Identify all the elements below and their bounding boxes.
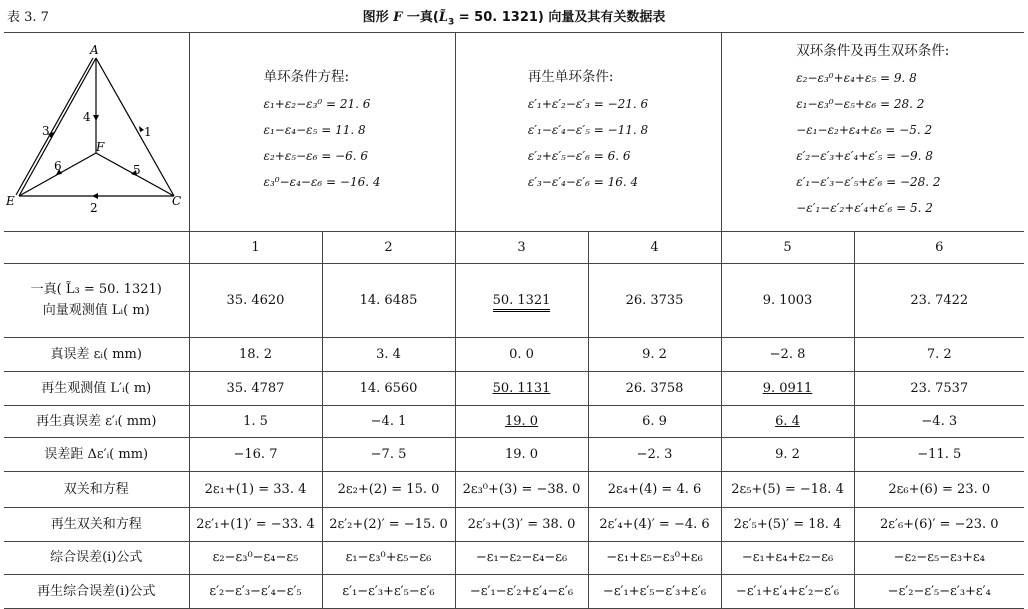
row-label: 双关和方程 [4,472,189,508]
edge-label-2: 2 [90,201,98,215]
vertex-c: C [172,194,182,208]
table-cell: 26. 3758 [588,372,721,406]
double-loop-cell [721,33,1024,232]
regen-single-loop-eq: ε′₂+ε′₅−ε′₆ = 6. 6 [527,149,631,164]
column-header: 3 [455,232,588,264]
table-cell [721,372,854,406]
edge-label-5: 5 [133,163,141,177]
regen-single-loop-heading: 再生单环条件: [527,68,614,85]
double-loop-eq: ε₂−ε₃⁰+ε₄+ε₅ = 9. 8 [796,71,917,86]
vertex-f: F [96,140,105,154]
table-cell: −ε₁−ε₂−ε₄−ε₆ [455,542,588,575]
edge-3 [19,58,96,196]
arrow-2 [92,193,98,199]
single-loop-eq: ε₃⁰−ε₄−ε₆ = −16. 4 [263,175,381,190]
table-cell: 23. 7537 [854,372,1024,406]
regen-single-loop-eq: ε′₃−ε′₄−ε′₆ = 16. 4 [527,175,639,190]
double-loop-eq: −ε′₁−ε′₂+ε′₄+ε′₆ = 5. 2 [796,201,933,216]
title-prefix: 图形 [362,10,394,25]
column-header: 6 [854,232,1024,264]
table-cell: 3. 4 [322,338,455,372]
column-header: 1 [189,232,322,264]
header-row [4,33,1024,232]
table-cell: 2ε′₅+(5)′ = 18. 4 [721,508,854,542]
row-label: 再生真误差 ε′ᵢ( mm) [4,406,189,438]
row-label: 再生观测值 L′ᵢ( m) [4,372,189,406]
table-cell: 2ε′₂+(2)′ = −15. 0 [322,508,455,542]
table-cell: 2ε₆+(6) = 23. 0 [854,472,1024,508]
table-cell: 23. 7422 [854,264,1024,338]
single-loop-eq: ε₁+ε₂−ε₃⁰ = 21. 6 [263,97,371,112]
regen-single-loop-cell [455,33,721,232]
table-row [4,372,1024,406]
table-cell: −ε₂−ε₅−ε₃+ε₄ [854,542,1024,575]
table-cell: 35. 4787 [189,372,322,406]
table-row [4,575,1024,609]
single-loop-cell [189,33,455,232]
title-mid: 一真( [402,10,439,25]
row-label: 真误差 εᵢ( mm) [4,338,189,372]
table-cell: 19. 0 [455,438,588,472]
table-cell: 2ε′₄+(4)′ = −4. 6 [588,508,721,542]
table-title [0,6,1028,28]
table-cell: 2ε′₃+(3)′ = 38. 0 [455,508,588,542]
table-cell: −ε′₁+ε′₄+ε′₂−ε′₆ [721,575,854,609]
column-header-empty [4,232,189,264]
table-cell: 2ε₄+(4) = 4. 6 [588,472,721,508]
table-cell: 14. 6560 [322,372,455,406]
column-header: 2 [322,232,455,264]
table-cell: −11. 5 [854,438,1024,472]
vertex-a: A [90,43,99,57]
table-cell: 9. 1003 [721,264,854,338]
table-cell [455,372,588,406]
arrow-4 [93,115,99,121]
table-cell: 35. 4620 [189,264,322,338]
table-cell: −ε₁+ε₅−ε₃⁰+ε₆ [588,542,721,575]
table-row [4,472,1024,508]
double-loop-eq: ε₁−ε₃⁰−ε₅+ε₆ = 28. 2 [796,97,925,112]
row-label: 误差距 Δε′ᵢ( mm) [4,438,189,472]
table-cell [721,406,854,438]
underlined-value: 50. 1131 [492,380,551,396]
table-row [4,542,1024,575]
table-cell: −2. 3 [588,438,721,472]
table-cell: −ε₁+ε₄+ε₂−ε₆ [721,542,854,575]
title-suffix: = 50. 1321) 向量及其有关数据表 [454,10,666,25]
table-cell: 2ε₁+(1) = 33. 4 [189,472,322,508]
table-row [4,508,1024,542]
row-label: 再生综合误差(i)公式 [4,575,189,609]
single-loop-eq: ε₂+ε₅−ε₆ = −6. 6 [263,149,369,164]
table-cell: 0. 0 [455,338,588,372]
table-cell: 9. 2 [588,338,721,372]
table-cell: 6. 9 [588,406,721,438]
row-label: 再生双关和方程 [4,508,189,542]
table-cell: ε₁−ε₃⁰+ε₅−ε₆ [322,542,455,575]
table-cell: 26. 3735 [588,264,721,338]
table-row [4,438,1024,472]
edge-label-3: 3 [42,124,50,138]
network-figure-cell [4,33,189,232]
table-row [4,264,1024,338]
table-row [4,338,1024,372]
single-loop-eq: ε₁−ε₄−ε₅ = 11. 8 [263,123,366,138]
column-header-row [4,232,1024,264]
row-label: 一真( L̃₃ = 50. 1321) 向量观测值 Lᵢ( m) [4,264,189,338]
table-cell: −4. 1 [322,406,455,438]
edge-label-1: 1 [144,125,152,139]
table-number: 表 3. 7 [7,10,49,25]
table-cell: ε₂−ε₃⁰−ε₄−ε₅ [189,542,322,575]
underlined-value: 19. 0 [504,413,539,429]
table-cell: −ε′₁−ε′₂+ε′₄−ε′₆ [455,575,588,609]
table-cell: ε′₁−ε′₃+ε′₅−ε′₆ [322,575,455,609]
edge-label-4: 4 [83,110,91,124]
table-row [4,406,1024,438]
double-loop-eq: ε′₁−ε′₃−ε′₅+ε′₆ = −28. 2 [796,175,941,190]
column-header: 5 [721,232,854,264]
table-cell: −7. 5 [322,438,455,472]
double-loop-eq: −ε₁−ε₂+ε₄+ε₆ = −5. 2 [796,123,933,138]
table-cell: −2. 8 [721,338,854,372]
underlined-value: 9. 0911 [762,380,813,396]
double-loop-eq: ε′₂−ε′₃+ε′₄+ε′₅ = −9. 8 [796,149,933,164]
title-ltilde: L̃ [438,10,448,25]
table-cell: 14. 6485 [322,264,455,338]
table-cell: 2ε₃⁰+(3) = −38. 0 [455,472,588,508]
table-cell: −4. 3 [854,406,1024,438]
table-cell: ε′₂−ε′₃−ε′₄−ε′₅ [189,575,322,609]
table-cell [455,264,588,338]
data-table [4,32,1024,609]
table-cell: 2ε₅+(5) = −18. 4 [721,472,854,508]
table-cell: 18. 2 [189,338,322,372]
table-cell: 2ε′₁+(1)′ = −33. 4 [189,508,322,542]
table-cell: −ε′₁+ε′₅−ε′₃+ε′₆ [588,575,721,609]
table-cell: −ε′₂−ε′₅−ε′₃+ε′₄ [854,575,1024,609]
known-value: 50. 1321 [493,293,551,312]
row-label: 综合误差(i)公式 [4,542,189,575]
table-cell: 9. 2 [721,438,854,472]
edge-3-double [16,58,93,195]
vertex-e: E [6,194,15,208]
single-loop-heading: 单环条件方程: [263,68,350,85]
table-cell: −16. 7 [189,438,322,472]
table-cell [455,406,588,438]
table-cell: 7. 2 [854,338,1024,372]
regen-single-loop-eq: ε′₁+ε′₂−ε′₃ = −21. 6 [527,97,649,112]
double-loop-heading: 双环条件及再生双环条件: [796,42,950,59]
table-cell: 1. 5 [189,406,322,438]
underlined-value: 6. 4 [775,413,800,429]
regen-single-loop-eq: ε′₁−ε′₄−ε′₅ = −11. 8 [527,123,649,138]
title-var: F [393,10,403,25]
title-sub: 3 [447,17,455,28]
edge-label-6: 6 [54,159,62,173]
network-diagram [4,33,189,231]
column-header: 4 [588,232,721,264]
table-cell: 2ε₂+(2) = 15. 0 [322,472,455,508]
table-cell: 2ε′₆+(6)′ = −23. 0 [854,508,1024,542]
